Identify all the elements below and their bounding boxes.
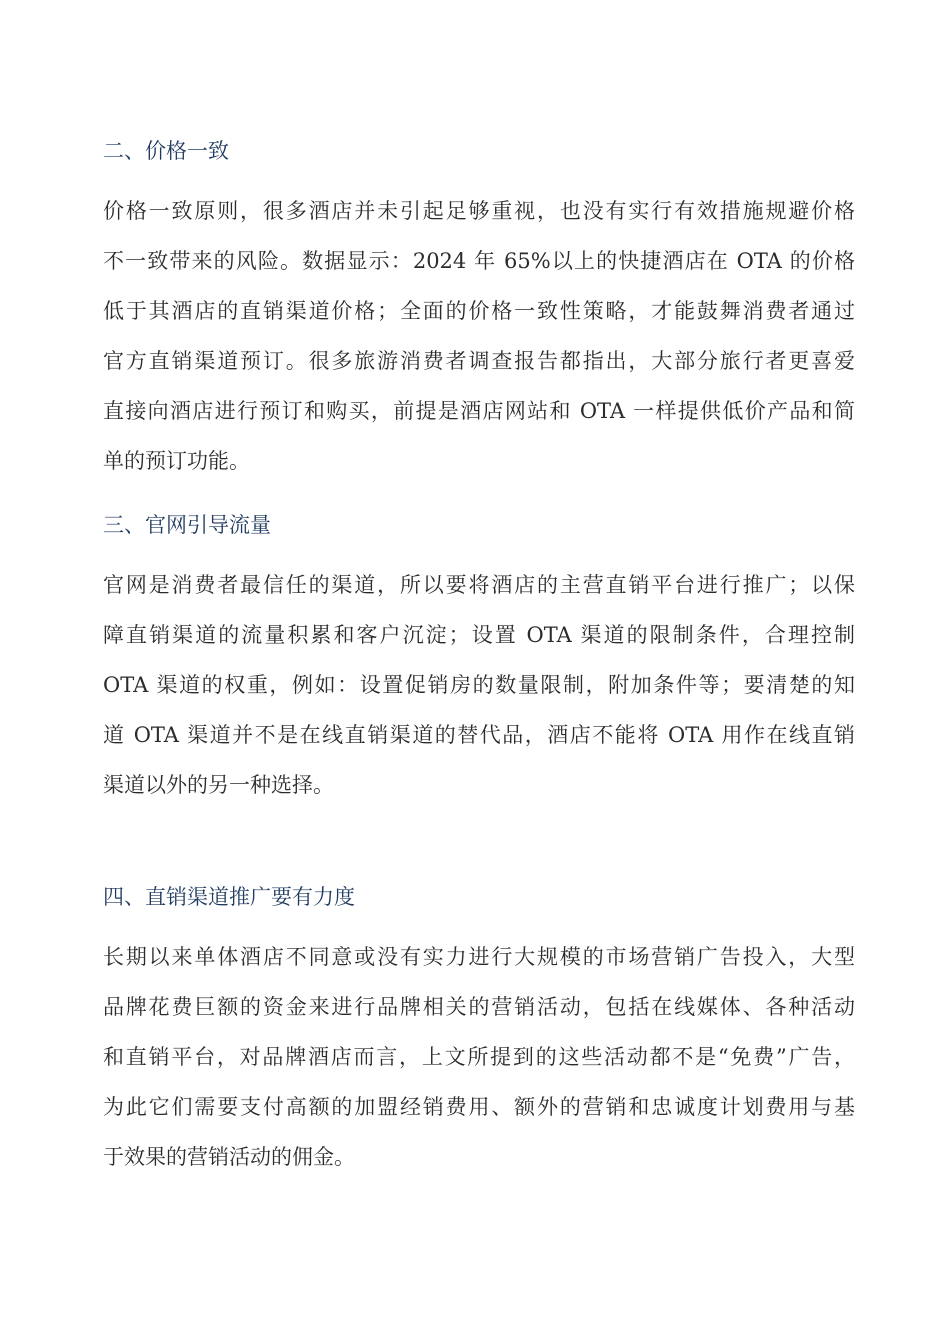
- paragraph-line: OTA 渠道的权重，例如：设置促销房的数量限制，附加条件等；要清楚的知: [103, 673, 855, 697]
- paragraph-line: 长期以来单体酒店不同意或没有实力进行大规模的市场营销广告投入，大型: [103, 945, 855, 969]
- paragraph-line: 单的预订功能。: [103, 449, 250, 473]
- paragraph-line: 渠道以外的另一种选择。: [103, 773, 334, 797]
- paragraph-line: 为此它们需要支付高额的加盟经销费用、额外的营销和忠诚度计划费用与基: [103, 1095, 855, 1119]
- paragraph-line: 障直销渠道的流量积累和客户沉淀；设置 OTA 渠道的限制条件，合理控制: [103, 623, 855, 647]
- paragraph-line: 官方直销渠道预订。很多旅游消费者调查报告都指出，大部分旅行者更喜爱: [103, 349, 855, 373]
- section-body: [103, 186, 855, 486]
- section-heading: 二、价格一致: [103, 139, 229, 163]
- section-heading: 四、直销渠道推广要有力度: [103, 885, 355, 909]
- section-official-site-traffic: [103, 510, 855, 810]
- section-heading: 三、官网引导流量: [103, 513, 271, 537]
- paragraph-line: 直接向酒店进行预订和购买，前提是酒店网站和 OTA 一样提供低价产品和简: [103, 399, 855, 423]
- paragraph-line: 和直销平台，对品牌酒店而言，上文所提到的这些活动都不是“免费”广告，: [103, 1045, 855, 1069]
- section-body: [103, 932, 855, 1182]
- paragraph-line: 品牌花费巨额的资金来进行品牌相关的营销活动，包括在线媒体、各种活动: [103, 995, 855, 1019]
- paragraph-line: 于效果的营销活动的佣金。: [103, 1145, 355, 1169]
- paragraph-line: 道 OTA 渠道并不是在线直销渠道的替代品，酒店不能将 OTA 用作在线直销: [103, 723, 855, 747]
- paragraph-line: 官网是消费者最信任的渠道，所以要将酒店的主营直销平台进行推广；以保: [103, 573, 855, 597]
- section-body: [103, 560, 855, 810]
- paragraph-line: 价格一致原则，很多酒店并未引起足够重视，也没有实行有效措施规避价格: [103, 199, 855, 223]
- section-price-consistency: [103, 136, 855, 486]
- paragraph-line: 低于其酒店的直销渠道价格；全面的价格一致性策略，才能鼓舞消费者通过: [103, 299, 855, 323]
- section-direct-channel-promotion: [103, 882, 855, 1182]
- paragraph-line: 不一致带来的风险。数据显示：2024 年 65%以上的快捷酒店在 OTA 的价格: [103, 249, 855, 273]
